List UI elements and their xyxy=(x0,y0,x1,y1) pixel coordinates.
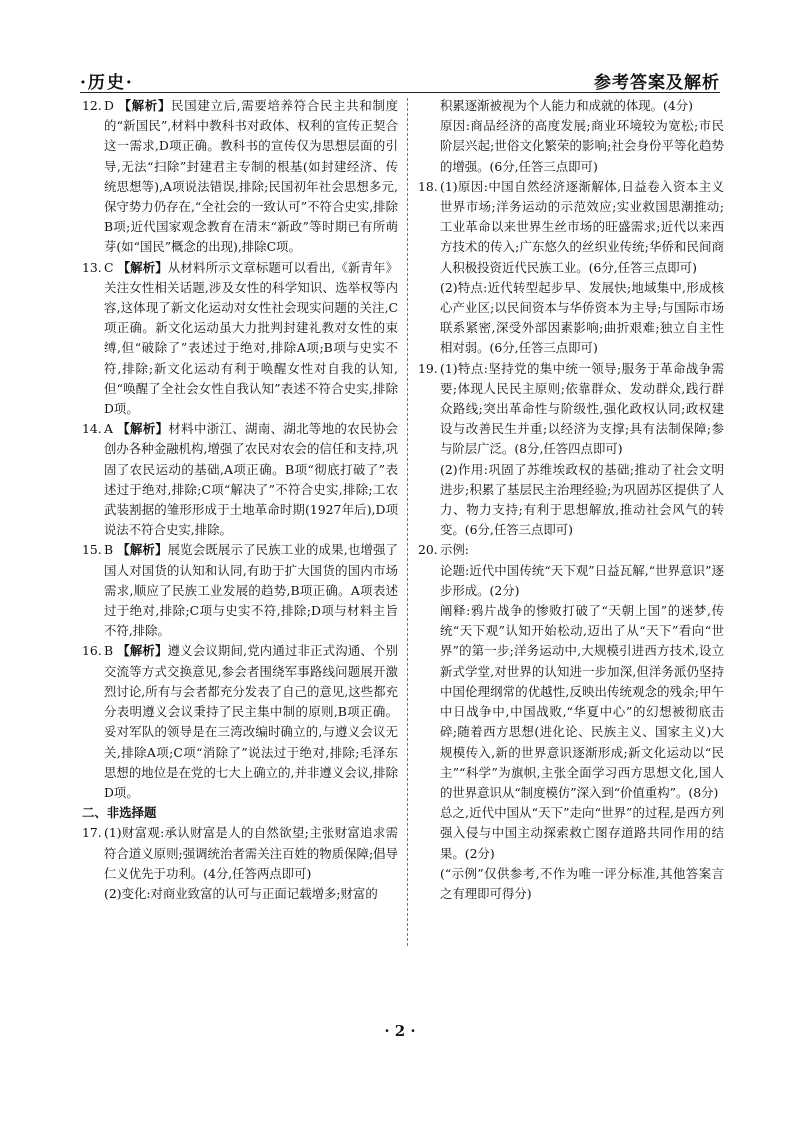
question-number: 18. xyxy=(418,178,438,194)
explanation: 阐释:鸦片战争的惨败打破了“天朝上国”的迷梦,传统“天下观”认知开始松动,迈出了从“天下”看向“世界”的第一步;洋务运动中,大规模引进西方技术,设立新式学堂,对世界的认知进一步加深,但洋务派仍坚持中国伦理纲常的优越性,反映出传统观念的残余;甲午中日战争中,中国战败,“华夏中心”的幻想被彻底击碎;随着西方思想(进化论、民族主义、国家主义)大规模传入,新的世界意识逐渐形成;新文化运动以“民主”“科学”为旗帜,主张全面学习西方思想文化,国人的世界意识从“制度模仿”深入到“价值重构”。(8分) xyxy=(440,603,724,800)
answer-part-1: (1)财富观:承认财富是人的自然欲望;主张财富追求需符合道义原则;强调统治者需关注百姓的物质保障;倡导仁义优先于功利。(4分,任答两点即可) xyxy=(104,825,398,881)
answer-item-13 xyxy=(82,258,398,420)
answer-part-1: (1)特点:坚持党的集中统一领导;服务于革命战争需要;体现人民民主原则;依靠群众、发动群众,践行群众路线;突出革命性与阶级性,强化政权认同;政权建设与改善民生并重;以经济为支撑;具有法制保障;参与阶层广泛。(8分,任答四点即可) xyxy=(440,360,724,457)
left-column xyxy=(82,96,398,904)
analysis-text: 遵义会议期间,党内通过非正式沟通、个别交流等方式交换意见,参会者围绕军事路线问题展开激烈讨论,所有与会者都充分发表了自己的意见,这些都充分表明遵义会议秉持了民主集中制的原则,B项正确。妥对军队的领导是在三湾改编时确立的,与遵义会议无关,排除A项;C项“消除了”说法过于绝对,排除;毛泽东思想的地位是在党的七大上确立的,并非遵义会议,排除D项。 xyxy=(104,643,398,800)
question-number: 13. xyxy=(82,259,102,275)
question-number: 14. xyxy=(82,421,102,437)
answer-letter: B xyxy=(104,643,114,659)
right-column xyxy=(418,96,724,904)
answer-part-2: (2)作用:巩固了苏维埃政权的基础;推动了社会文明进步;积累了基层民主治理经验;为巩固苏区提供了人力、物力支持;有利于思想解放,推动社会风气的转变。(6分,任答三点即可) xyxy=(440,461,724,538)
analysis-text: 展览会既展示了民族工业的成果,也增强了国人对国货的认知和认同,有助于扩大国货的国内市场需求,顺应了民族工业发展的趋势,B项正确。A项表述过于绝对,排除;C项与史实不符,排除;D项与材料主旨不符,排除。 xyxy=(104,542,398,639)
subject-label: ·历史· xyxy=(80,73,134,93)
analysis-tag: 【解析】 xyxy=(117,643,168,659)
answer-part-2: (2)变化:对商业致富的认可与正面记载增多;财富的 xyxy=(104,885,378,901)
conclusion: 总之,近代中国从“天下”走向“世界”的过程,是西方列强入侵与中国主动探索救亡图存道路共同作用的结果。(2分) xyxy=(440,805,724,861)
question-number: 17. xyxy=(82,825,102,841)
analysis-tag: 【解析】 xyxy=(118,98,172,113)
answer-item-20 xyxy=(418,540,724,904)
answer-part-2: (2)特点:近代转型起步早、发展快;地域集中,形成核心产业区;以民间资本与华侨资本为主导;与国际市场联系紧密,深受外部因素影响;曲折艰难;独立自主性相对弱。(6分,任答三点即可) xyxy=(440,279,724,356)
answer-item-17 xyxy=(82,823,398,904)
section-heading: 二、非选择题 xyxy=(82,805,157,821)
answer-17-continued: 积累逐渐被视为个人能力和成就的体现。(4分) xyxy=(440,98,693,113)
example-label: 示例: xyxy=(440,542,469,558)
answer-item-14 xyxy=(82,419,398,540)
answer-item-19 xyxy=(418,359,724,541)
analysis-tag: 【解析】 xyxy=(117,421,169,437)
page-header xyxy=(80,66,720,93)
answer-item-16 xyxy=(82,641,398,803)
answer-17-reasons: 原因:商品经济的高度发展;商业环境较为宽松;市民阶层兴起;世俗文化繁荣的影响;社会身份平等化趋势的增强。(6分,任答三点即可) xyxy=(440,118,724,174)
answer-letter: C xyxy=(104,259,114,275)
answer-letter: D xyxy=(104,98,114,113)
scoring-note: (“示例”仅供参考,不作为唯一评分标准,其他答案言之有理即可得分) xyxy=(440,865,724,901)
answer-item-18 xyxy=(418,177,724,359)
column-divider xyxy=(407,98,408,946)
answer-item-15 xyxy=(82,540,398,641)
analysis-tag: 【解析】 xyxy=(117,259,168,275)
page-number: · 2 · xyxy=(384,1022,416,1040)
answer-letter: B xyxy=(104,542,114,558)
analysis-text: 从材料所示文章标题可以看出,《新青年》关注女性相关话题,涉及女性的科学知识、选举权等内容,这体现了新文化运动对女性社会现实问题的关注,C项正确。新文化运动虽大力批判封建礼教对女性的束缚,但“破除了”表述过于绝对,排除A项;B项与史实不符,排除;新文化运动有利于唤醒女性对自我的认知,但“唤醒了全社会女性自我认知”表述不符合史实,排除D项。 xyxy=(104,259,398,417)
question-number: 16. xyxy=(82,643,102,659)
analysis-text: 材料中浙江、湖南、湖北等地的农民协会创办各种金融机构,增强了农民对农会的信任和支持,巩固了农民运动的基础,A项正确。B项“彻底打破了”表述过于绝对,排除;C项“解决了”不符合史实,排除;工农武装割据的雏形形成于土地革命时期(1927年后),D项说法不符合史实,排除。 xyxy=(104,421,398,538)
answer-item-12 xyxy=(82,96,398,258)
analysis-text: 民国建立后,需要培养符合民主共和制度的“新国民”,材料中教科书对政体、权利的宣传正契合这一需求,D项正确。教科书的宣传仅为思想层面的引导,无法“扫除”封建君主专制的根基(如封建经济、传统思想等),A项说法错误,排除;民国初年社会思想多元,保守势力仍存在,“全社会的一致认可”不符合史实,排除B项;近代国家观念教育在清末“新政”等时期已有所萌芽(如“国民”概念的出现),排除C项。 xyxy=(104,98,398,255)
analysis-tag: 【解析】 xyxy=(117,542,168,558)
question-number: 19. xyxy=(418,360,438,376)
answer-part-1: (1)原因:中国自然经济逐渐解体,日益卷入资本主义世界市场;洋务运动的示范效应;实业救国思潮推动;工业革命以来世界生丝市场的旺盛需求;近代以来西方技术的传入;广东悠久的丝织业传统;华侨和民间商人积极投资近代民族工业。(6分,任答三点即可) xyxy=(440,178,724,275)
section-title: 参考答案及解析 xyxy=(594,73,720,93)
answer-letter: A xyxy=(104,421,113,437)
question-number: 20. xyxy=(418,542,438,558)
thesis: 论题:近代中国传统“天下观”日益瓦解,“世界意识”逐步形成。(2分) xyxy=(440,562,724,598)
question-number: 12. xyxy=(82,98,102,113)
question-number: 15. xyxy=(82,542,102,558)
